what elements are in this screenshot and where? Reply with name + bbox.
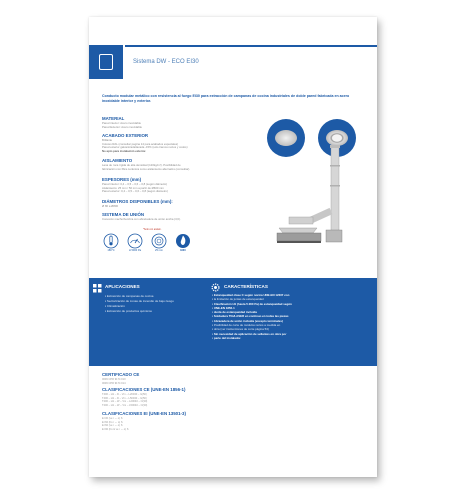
gear-icon <box>210 282 221 293</box>
badge-pressure-label: H 5000 Pa <box>128 249 142 252</box>
espesores-heading: ESPESORES (mm) <box>102 177 142 182</box>
acabado-heading: ACABADO EXTERIOR <box>102 133 149 138</box>
clasificaciones-ei-heading: CLASIFICACIONES EI (UNE-EN 13501-3) <box>102 411 186 416</box>
text-line: Aislamiento: 25 mm / 50 mm a partir de Ø600 mm <box>102 185 164 190</box>
list-item: ▪ la limitación de juntas de estanqueidad <box>212 297 374 301</box>
acabado-text <box>102 139 247 154</box>
pressure-icon <box>128 234 142 248</box>
caracteristicas-list <box>212 293 374 340</box>
certificado-heading: CERTIFICADO CE <box>102 372 140 377</box>
text-line: No apto para instalación exterior. <box>102 149 147 154</box>
text-line: Conexión macho/hembra con abrazadera de unión ancha (3,6). <box>102 217 181 221</box>
brand-block <box>89 45 123 79</box>
aislamiento-heading: AISLAMIENTO <box>102 158 133 163</box>
list-item: ▪ Extracción de campanas de cocina <box>105 294 174 299</box>
clasificaciones-ei-text <box>102 417 129 431</box>
text-line: EI 60 (ho i ↔ o) S <box>102 420 123 424</box>
badges-row <box>103 231 195 261</box>
list-item: ▪ Sectorización de zonas de incendio de bajo riesgo <box>105 299 174 304</box>
material-text <box>102 122 247 129</box>
list-item: ▪ Extracción de productos químicos <box>105 309 174 314</box>
applications-band <box>89 278 377 366</box>
diametros-heading: DIÁMETROS DISPONIBLES (mm): <box>102 199 173 204</box>
text-line: EI 30 (ve i ↔ o) S <box>102 417 123 420</box>
thickness-icon <box>152 234 166 248</box>
aplicaciones-list <box>105 294 174 314</box>
text-line: 0036 CPR 9174 010 <box>102 378 126 381</box>
badge-thickness-label: 25 mm <box>155 249 163 252</box>
list-item: ▪ Posibilidad de corte de módulos rectos a medida en <box>212 323 374 327</box>
aislamiento-text <box>102 164 247 171</box>
datasheet-page <box>89 17 377 477</box>
list-item: ▪ UNE-EN 1856-1 <box>212 306 374 310</box>
product-logo-icon <box>99 54 113 70</box>
material-heading: MATERIAL <box>102 116 125 121</box>
diametros-text <box>102 205 247 209</box>
text-line: Colores RAL (consultar pagina 14 para acabados especiales) <box>102 141 179 146</box>
text-line: EI 60 (ve i ↔ o) S <box>102 424 123 427</box>
badge-note: *Solo con aislam. <box>143 228 162 231</box>
fire-rating-icon <box>176 234 190 248</box>
text-line: fabricación con fibra cerámica como aislamiento alternativo (consultar). <box>102 166 191 171</box>
text-line: T200 – H1 – W – Vm – L20040 – O(30) <box>102 400 148 403</box>
list-item: ▪ Climatización <box>105 304 174 309</box>
list-item: ▪ Sin necesidad de aplicación de sellantes en obra por <box>212 332 374 336</box>
text-line: Pared Exterior: Acero inoxidable <box>102 124 142 129</box>
clasificaciones-ce-text <box>102 393 147 407</box>
text-line: Ø 80 a Ø800 <box>102 204 119 208</box>
header-bar <box>125 45 377 81</box>
union-text <box>102 218 247 222</box>
caracteristicas-heading: CARACTERÍSTICAS <box>224 284 268 289</box>
text-line: 0036 CPR 9174 014 <box>102 381 126 385</box>
list-item: ▪ obra (ver instrucciones de corte página 53) <box>212 327 374 331</box>
text-line: T400 – H1 – D – Vm – L50040 – G(50) <box>102 396 147 400</box>
installation-illustration <box>269 145 364 253</box>
temperature-icon <box>104 234 118 248</box>
page-title: Sistema DW - ECO EI30 <box>133 59 199 65</box>
text-line: T400 – H1 – D – Vm – L20040 – G(50) <box>102 393 147 396</box>
text-line: EI 90 (ho & ve i ↔ o) S <box>102 427 129 431</box>
grid-icon <box>93 284 102 293</box>
list-item: ▪ parte del instalador. <box>212 336 374 340</box>
text-line: Pared interior: Acero inoxidable <box>102 121 141 125</box>
text-line: Pared interior: 0,4 – 0,5 – 0,6 – 0,8 (según diámetro) <box>102 182 168 186</box>
espesores-text <box>102 183 247 194</box>
list-item: ▪ Soldadura TIG/LASER en continuo en todas las piezas <box>212 314 374 318</box>
list-item: ▪ Clasificación H1 (hasta 5.000 Pa) de estanqueidad según <box>212 302 374 306</box>
text-line: T200 – H1 – W – Vm – L50040 – O(30) <box>102 403 148 407</box>
intro-text: Conducto modular metálico con resistencia al fuego EI30 para extracción de campanas de cocina industriales de doble pared fabricada en acero inoxidable interior y exterior. <box>102 94 350 103</box>
text-line: Pared exterior: 0,4 – 0,5 – 0,6 – 0,8 (según diámetro) <box>102 189 168 194</box>
union-heading: SISTEMA DE UNIÓN <box>102 212 145 217</box>
list-item: ▪ Abrazadera de unión incluida (excepto terminales) <box>212 319 374 323</box>
certificado-text <box>102 378 126 385</box>
list-item: ▪ Estanqueidad clase C según norma UNE-EN 12237 con <box>212 293 374 297</box>
text-line: Pared exterior galvanizada/lacada -15% (solo tramos rectos y codos) <box>102 145 188 150</box>
list-item: ▪ Junta de estanqueidad incluida <box>212 310 374 314</box>
aplicaciones-heading: APLICACIONES <box>105 284 140 289</box>
badge-fire-label: EI30 <box>180 249 186 252</box>
text-line: Lana de roca rígida de alta densidad (120kg/m³). Posibilidad de <box>102 163 181 167</box>
text-line: Brillante <box>102 138 113 142</box>
clasificaciones-ce-heading: CLASIFICACIONES CE (UNE-EN 1856-1) <box>102 387 186 392</box>
badge-temperature-label: 180°C <box>107 249 115 252</box>
